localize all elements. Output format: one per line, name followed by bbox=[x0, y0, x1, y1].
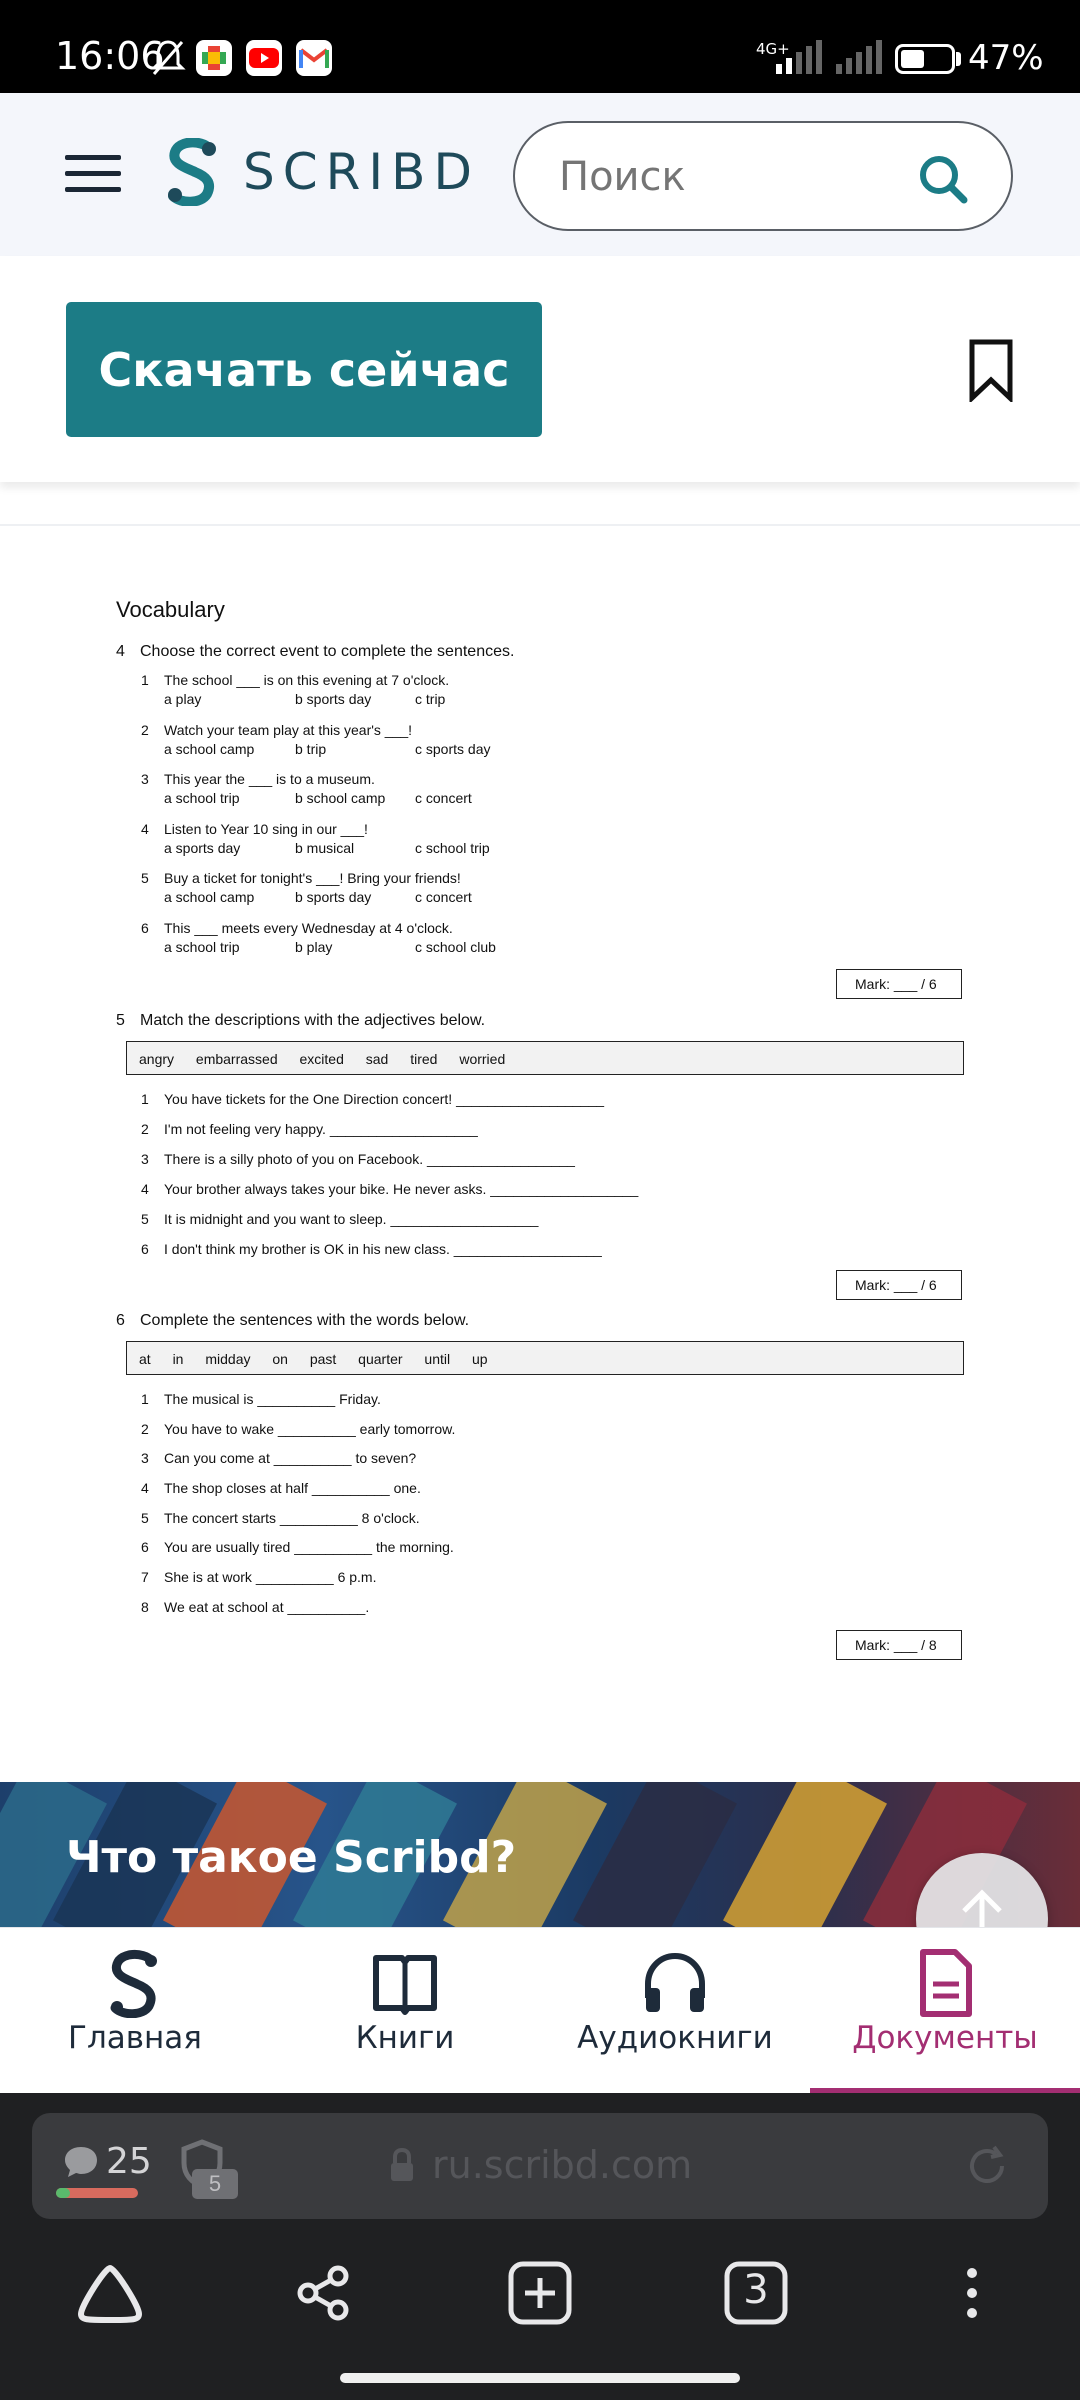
url-text[interactable]: ru.scribd.com bbox=[432, 2143, 693, 2187]
question: 1 The musical is __________ Friday. bbox=[141, 1391, 381, 1407]
search-input[interactable] bbox=[559, 149, 899, 205]
comment-icon bbox=[62, 2144, 100, 2180]
battery-percent: 47% bbox=[968, 38, 1044, 78]
address-bar[interactable] bbox=[32, 2113, 1048, 2219]
headphones-icon bbox=[640, 1948, 710, 2018]
nav-books[interactable] bbox=[270, 1928, 540, 2094]
question: 3 This year the ___ is to a museum. bbox=[141, 771, 375, 787]
browser-home-button[interactable] bbox=[70, 2253, 150, 2333]
mark-box: Mark: ___ / 8 bbox=[836, 1630, 962, 1660]
document-icon bbox=[915, 1948, 975, 2018]
section-5-title: 5 Match the descriptions with the adjectives below. bbox=[116, 1012, 486, 1029]
question: 3 There is a silly photo of you on Facebook. ___________________ bbox=[141, 1151, 575, 1167]
tabs-count: 3 bbox=[743, 2267, 769, 2313]
document-page[interactable]: Vocabulary 4 Choose the correct event to complete the sentences. 1 The school ___ is on this evening at 7 o'clock. a play b sports day c trip 2 Watch your team play at this year's ___! a school camp b trip c sports day 3 This year the ___ is to a museum. a school trip b school camp c concert 4 Listen to Year 10 sing in our ___! a sports day b musical c school trip 5 Buy a ticket for tonight's ___! Bring your friends! a school camp b sports day c concert 6 This ___ meets every Wednesday at 4 o'clock. a school trip b play c school club Mark: ___ / 6 5 Match the descriptions with the adjectives below. angry embarrassed excited sad tired worried 1 You have tickets for the One Direction concert! ___________________ 2 I'm not feeling very happy. ___________________ 3 There is a silly photo of you on Facebook. ___________________ 4 Your brother always takes your bike. He never asks. ___________________ 5 It is midnight and you want to sleep. ___________________ 6 I don't think my brother is OK in his new class. ___________________ Mark: ___ / 6 6 Complete the sentences with the words below. at in midday on past quarter until up 1 The musical is __________ Friday. 2 You have to wake __________ early tomorrow. 3 Can you come at __________ to seven? 4 The shop closes at half __________ one. 5 The concert starts __________ 8 o'clock. 6 You are usually tired __________ the morning. 7 She is at work __________ 6 p.m. 8 We eat at school at __________. Mark: ___ / 8 bbox=[0, 524, 1080, 1784]
question: 4 Your brother always takes your bike. He never asks. ___________________ bbox=[141, 1181, 639, 1197]
question: 5 The concert starts __________ 8 o'clock. bbox=[141, 1510, 420, 1526]
book-cover-image bbox=[723, 1782, 887, 1927]
question: 6 You are usually tired __________ the morning. bbox=[141, 1539, 454, 1555]
gesture-bar[interactable] bbox=[340, 2373, 740, 2383]
section-4-title: 4 Choose the correct event to complete the sentences. bbox=[116, 643, 515, 660]
question: 1 The school ___ is on this evening at 7 o'clock. bbox=[141, 672, 450, 688]
signal-2-icon bbox=[836, 40, 882, 74]
nav-label: Книги bbox=[355, 2020, 455, 2056]
mark-box: Mark: ___ / 6 bbox=[836, 1270, 962, 1300]
question: 6 I don't think my brother is OK in his new class. ___________________ bbox=[141, 1241, 602, 1257]
mute-icon bbox=[150, 38, 186, 83]
nav-documents[interactable] bbox=[810, 1928, 1080, 2094]
bottom-nav bbox=[0, 1927, 1080, 2093]
question: 2 I'm not feeling very happy. ___________________ bbox=[141, 1121, 478, 1137]
action-row bbox=[0, 256, 1080, 482]
nav-label: Аудиокниги bbox=[577, 2020, 773, 2056]
bookmark-icon[interactable] bbox=[968, 338, 1014, 407]
question: 7 She is at work __________ 6 p.m. bbox=[141, 1569, 377, 1585]
nav-label: Документы bbox=[852, 2020, 1038, 2056]
alice-icon bbox=[75, 2262, 145, 2324]
question: 2 You have to wake __________ early tomorrow. bbox=[141, 1421, 456, 1437]
youtube-icon bbox=[246, 40, 282, 76]
question: 6 This ___ meets every Wednesday at 4 o'clock. bbox=[141, 920, 453, 936]
menu-icon[interactable] bbox=[65, 155, 121, 193]
question: 5 It is midnight and you want to sleep. ___________________ bbox=[141, 1211, 539, 1227]
scribd-logo-icon bbox=[165, 138, 221, 206]
battery-icon bbox=[895, 44, 955, 74]
share-icon bbox=[294, 2264, 352, 2322]
scribd-home-icon bbox=[107, 1948, 163, 2018]
network-type: 4G+ bbox=[756, 40, 790, 58]
comments-count: 25 bbox=[106, 2141, 152, 2182]
new-tab-button[interactable] bbox=[500, 2253, 580, 2333]
reload-icon[interactable] bbox=[964, 2143, 1010, 2194]
question: 1 You have tickets for the One Direction concert! ___________________ bbox=[141, 1091, 605, 1107]
nav-audiobooks[interactable] bbox=[540, 1928, 810, 2094]
question: 2 Watch your team play at this year's ___! bbox=[141, 722, 413, 738]
shield-badge: 5 bbox=[192, 2169, 238, 2199]
more-vertical-icon bbox=[962, 2263, 982, 2323]
question: 8 We eat at school at __________. bbox=[141, 1599, 370, 1615]
word-box: at in midday on past quarter until up bbox=[126, 1341, 964, 1375]
section-6-title: 6 Complete the sentences with the words below. bbox=[116, 1312, 470, 1329]
more-menu-button[interactable] bbox=[932, 2253, 1012, 2333]
doc-heading: Vocabulary bbox=[116, 597, 225, 622]
question: 4 The shop closes at half __________ one. bbox=[141, 1480, 421, 1496]
gmail-icon bbox=[296, 40, 332, 76]
site-header bbox=[0, 93, 1080, 256]
tabs-button[interactable] bbox=[716, 2253, 796, 2333]
search-box[interactable] bbox=[513, 121, 1013, 231]
status-bar bbox=[0, 0, 1080, 93]
rating-bar bbox=[56, 2188, 138, 2198]
question: 4 Listen to Year 10 sing in our ___! bbox=[141, 821, 368, 837]
app-icon bbox=[196, 40, 232, 76]
book-icon bbox=[370, 1948, 440, 2018]
mark-box: Mark: ___ / 6 bbox=[836, 969, 962, 999]
share-button[interactable] bbox=[283, 2253, 363, 2333]
promo-title: Что такое Scribd? bbox=[66, 1832, 517, 1883]
search-icon[interactable] bbox=[917, 153, 969, 210]
plus-square-icon bbox=[507, 2260, 573, 2326]
lock-icon bbox=[388, 2147, 416, 2188]
browser-toolbar bbox=[0, 2093, 1080, 2400]
comments-button[interactable] bbox=[62, 2141, 152, 2182]
logo-text: SCRIBD bbox=[243, 143, 480, 201]
status-time: 16:06 bbox=[55, 34, 165, 78]
signal-1-icon bbox=[776, 40, 822, 74]
scribd-logo[interactable] bbox=[165, 138, 480, 206]
nav-label: Главная bbox=[68, 2020, 202, 2056]
nav-home[interactable] bbox=[0, 1928, 270, 2094]
download-button[interactable]: Скачать сейчас bbox=[66, 302, 542, 437]
question: 5 Buy a ticket for tonight's ___! Bring your friends! bbox=[141, 870, 461, 886]
word-box: angry embarrassed excited sad tired worried bbox=[126, 1041, 964, 1075]
question: 3 Can you come at __________ to seven? bbox=[141, 1450, 417, 1466]
